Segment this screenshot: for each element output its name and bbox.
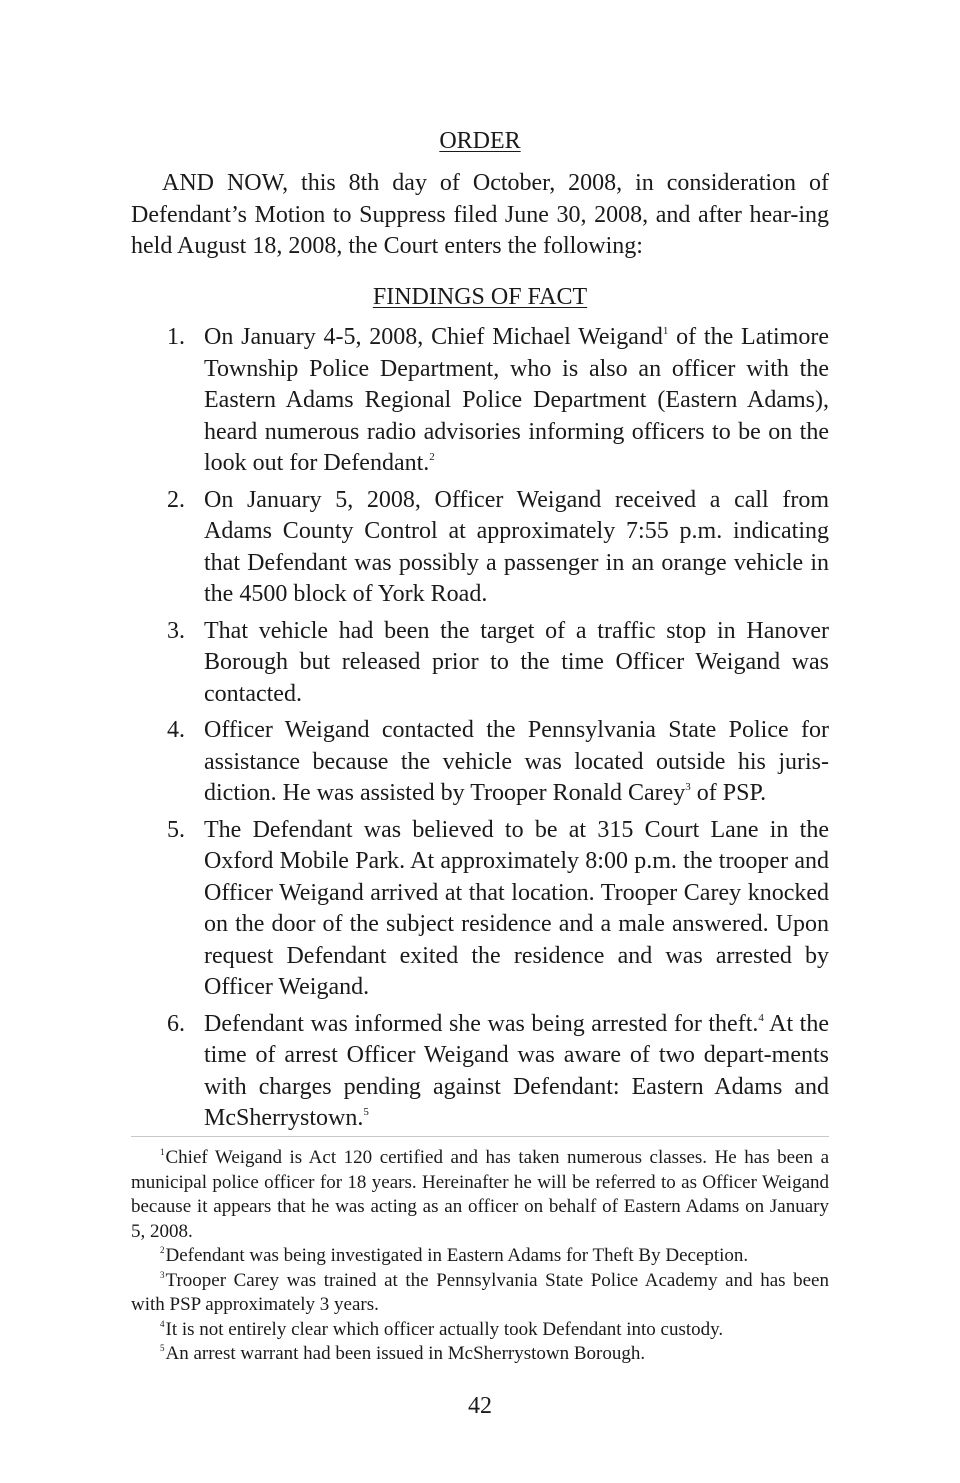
finding-text: of the Latimore Township Police Department, who is also an officer with the Eastern Adams Regional Police Department (Eastern Adams), heard numerous radio advisories informing officers to be on the look out for Defendant. (204, 324, 829, 476)
finding-item-3 (131, 616, 829, 711)
footnote-mark: 3 (160, 1269, 165, 1280)
footnotes-list (131, 1146, 829, 1367)
footnote-5 (131, 1342, 829, 1367)
finding-text: The Defendant was believed to be at 315 Court Lane in the Oxford Mobile Park. At approximately 8:00 p.m. the trooper and Officer Weigand arrived at that location. Trooper Carey knocked on the door of the subject residence and a male answered. Upon request Defendant exited the residence and was arrested by Officer Weigand. (204, 816, 829, 1000)
footnote-text: It is not entirely clear which officer actually took Defendant into custody. (165, 1318, 724, 1340)
finding-number: 4. (167, 717, 185, 743)
footnote-divider (131, 1136, 829, 1137)
finding-text: On January 5, 2008, Officer Weigand received a call from Adams County Control at approximately 7:55 p.m. indicating that Defendant was possibly a passenger in an orange vehicle in the 4500 block of York Road. (204, 486, 829, 607)
finding-text: of PSP. (690, 780, 767, 806)
footnote-mark: 4 (160, 1318, 165, 1329)
intro-paragraph: AND NOW, this 8th day of October, 2008, in consideration of Defendant’s Motion to Suppress filed June 30, 2008, and after hear-ing held August 18, 2008, the Court enters the following: (131, 170, 829, 259)
finding-text: At the time of arrest Officer Weigand was aware of two depart-ments with charges pending against Defendant: Eastern Adams and McSherrystown. (204, 1010, 829, 1131)
finding-item-6 (131, 1009, 829, 1135)
finding-text: That vehicle had been the target of a traffic stop in Hanover Borough but released prior to the time Officer Weigand was contacted. (204, 617, 829, 707)
footnote-ref: 2 (429, 451, 435, 463)
footnote-ref: 3 (685, 781, 691, 793)
footnote-mark: 2 (160, 1245, 165, 1255)
findings-list (131, 322, 829, 1140)
finding-item-1 (131, 322, 829, 480)
finding-text: On January 4-5, 2008, Chief Michael Weigand (204, 324, 663, 350)
footnote-ref: 4 (758, 1011, 764, 1024)
footnote-text: Defendant was being investigated in Eastern Adams for Theft By Deception. (165, 1245, 749, 1266)
order-heading: ORDER (439, 128, 521, 154)
footnote-4 (131, 1318, 829, 1343)
finding-number: 5. (167, 816, 185, 843)
finding-number: 6. (167, 1010, 185, 1037)
finding-item-5 (131, 815, 829, 1004)
footnote-text: Chief Weigand is Act 120 certified and has taken numerous classes. He has been a municipal police officer for 18 years. Hereinafter he will be referred to as Officer Weigand because it appears that he was acting as an officer on behalf of Eastern Adams on January 5, 2008. (131, 1147, 829, 1242)
finding-number: 1. (167, 324, 185, 350)
footnote-mark: 5 (160, 1343, 165, 1353)
findings-heading: FINDINGS OF FACT (372, 284, 588, 310)
footnote-3 (131, 1269, 829, 1318)
footnote-text: An arrest warrant had been issued in McSherrystown Borough. (165, 1343, 646, 1364)
page-number: 42 (468, 1393, 492, 1419)
finding-text: Defendant was informed she was being arrested for theft. (204, 1010, 759, 1037)
footnote-1 (131, 1146, 829, 1244)
finding-item-4 (131, 715, 829, 810)
finding-number: 2. (167, 486, 185, 513)
finding-text: Officer Weigand contacted the Pennsylvania State Police for assistance because the vehicle was located outside his juris-diction. He was assisted by Trooper Ronald Carey (204, 717, 829, 806)
finding-number: 3. (167, 617, 185, 644)
footnote-ref: 5 (363, 1106, 369, 1118)
finding-item-2 (131, 485, 829, 611)
footnote-2 (131, 1244, 829, 1269)
footnote-text: Trooper Carey was trained at the Pennsylvania State Police Academy and has been with PSP approximately 3 years. (131, 1269, 829, 1315)
footnote-ref: 1 (662, 325, 669, 337)
footnote-mark: 1 (160, 1147, 165, 1157)
